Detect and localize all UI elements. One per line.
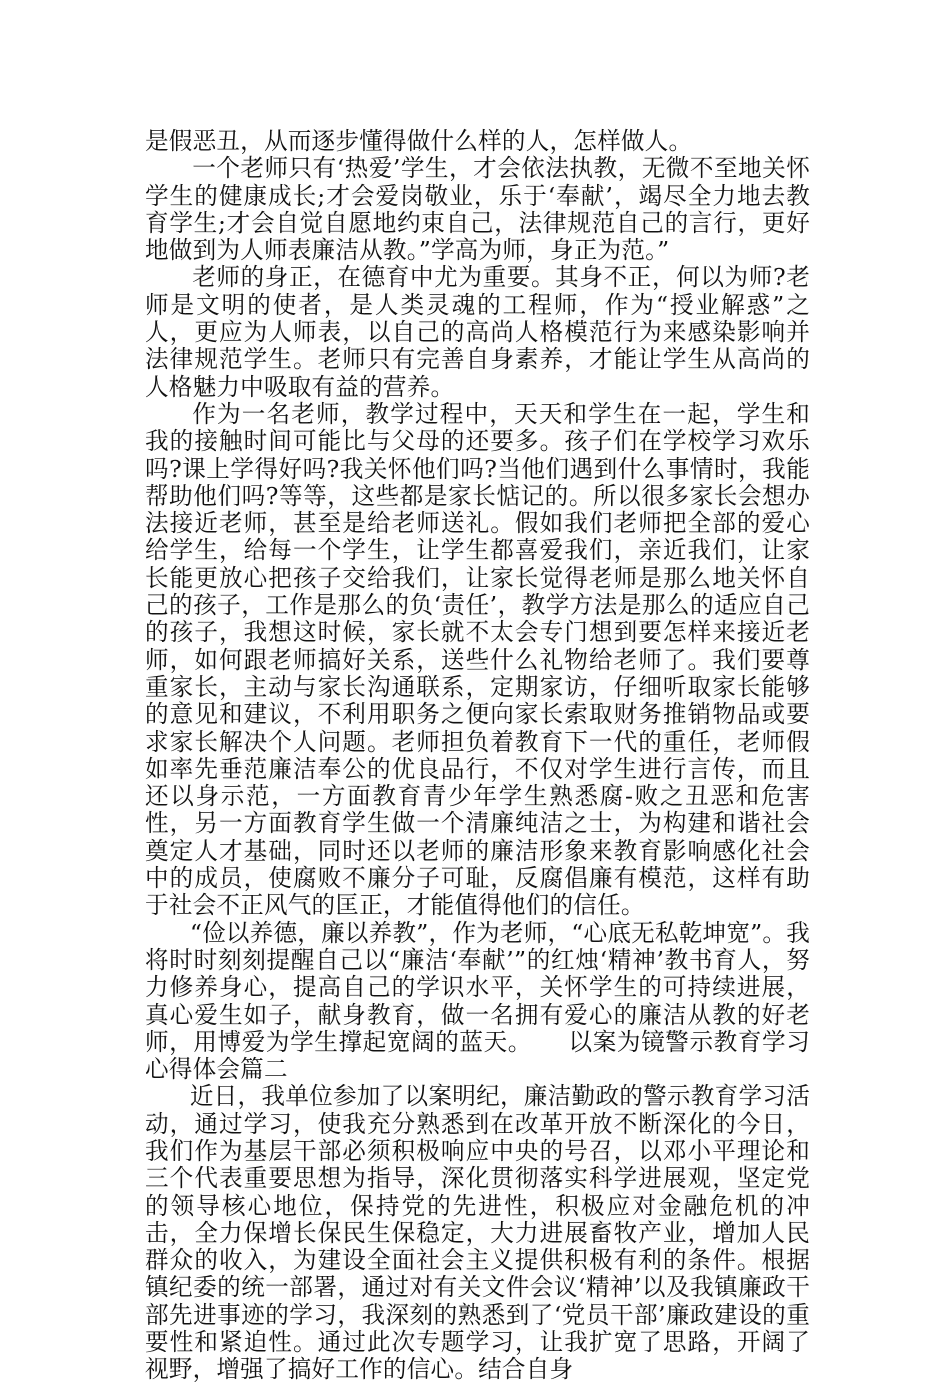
paragraph-conclusion: “俭以养德，廉以养教”，作为老师，“心底无私乾坤宽”。我将时时刻刻提醒自己以“廉洁‘奉献’”的红烛‘精神’教书育人，努力修养身心，提高自己的学识水平，关怀学生的可持续进展，真心爱生如子，献身教育，做一名拥有爱心的廉洁从教的好老师，用博爱为学生撑起宽阔的蓝天。 以案为镜警示教育学习心得体会篇二 bbox=[145, 918, 810, 1084]
paragraph-teacher-love: 一个老师只有‘热爱’学生，才会依法执教，无微不至地关怀学生的健康成长;才会爱岗敬业，乐于‘奉献’，竭尽全力地去教育学生;才会自觉自愿地约束自己，法律规范自己的言行，更好地做到为人师表廉洁从教。”学高为师，身正为范。” bbox=[145, 154, 810, 265]
paragraph-teacher-integrity: 老师的身正，在德育中尤为重要。其身不正，何以为师?老师是文明的使者，是人类灵魂的工程师，作为“授业解惑”之人，更应为人师表，以自己的高尚人格模范行为来感染影响并法律规范学生。老师只有完善自身素养，才能让学生从高尚的人格魅力中吸取有益的营养。 bbox=[145, 263, 810, 401]
paragraph-teacher-parents: 作为一名老师，教学过程中，天天和学生在一起，学生和我的接触时间可能比与父母的还要多。孩子们在学校学习欢乐吗?课上学得好吗?我关怀他们吗?当他们遇到什么事情时，我能帮助他们吗?等等，这些都是家长惦记的。所以很多家长会想办法接近老师，甚至是给老师送礼。假如我们老师把全部的爱心给学生，给每一个学生，让学生都喜爱我们，亲近我们，让家长能更放心把孩子交给我们，让家长觉得老师是那么地关怀自己的孩子，工作是那么的负‘责任’，教学方法是那么的适应自己的孩子，我想这时候，家长就不太会专门想到要怎样来接近老师，如何跟老师搞好关系，送些什么礼物给老师了。我们要尊重家长，主动与家长沟通联系，定期家访，仔细听取家长能够的意见和建议，不利用职务之便向家长索取财务推销物品或要求家长解决个人问题。老师担负着教育下一代的重任，老师假如率先垂范廉洁奉公的优良品行，不仅对学生进行言传，而且还以身示范，一方面教育青少年学生熟悉腐-败之丑恶和危害性，另一方面教育学生做一个清廉纯洁之士，为构建和谐社会奠定人才基础，同时还以老师的廉洁形象来教育影响感化社会中的成员，使腐败不廉分子可耻，反腐倡廉有模范，这样有助于社会不正风气的匡正，才能值得他们的信任。 bbox=[145, 399, 810, 920]
document-page bbox=[145, 128, 810, 1384]
paragraph-continuation: 是假恶丑，从而逐步懂得做什么样的人，怎样做人。 bbox=[145, 127, 693, 155]
paragraph-part-two: 近日，我单位参加了以案明纪，廉洁勤政的警示教育学习活动，通过学习，使我充分熟悉到在改革开放不断深化的今日，我们作为基层干部必须积极响应中央的号召，以邓小平理论和三个代表重要思想为指导，深化贯彻落实科学进展观，坚定党的领导核心地位，保持党的先进性，积极应对金融危机的冲击，全力保增长保民生保稳定，大力进展畜牧产业，增加人民群众的收入，为建设全面社会主义提供积极有利的条件。根据镇纪委的统一部署，通过对有关文件会议‘精神’以及我镇廉政干部先进事迹的学习，我深刻的熟悉到了‘党员干部’廉政建设的重要性和紧迫性。通过此次专题学习，让我扩宽了思路，开阔了视野，增强了搞好工作的信心。结合自身 bbox=[145, 1082, 810, 1384]
